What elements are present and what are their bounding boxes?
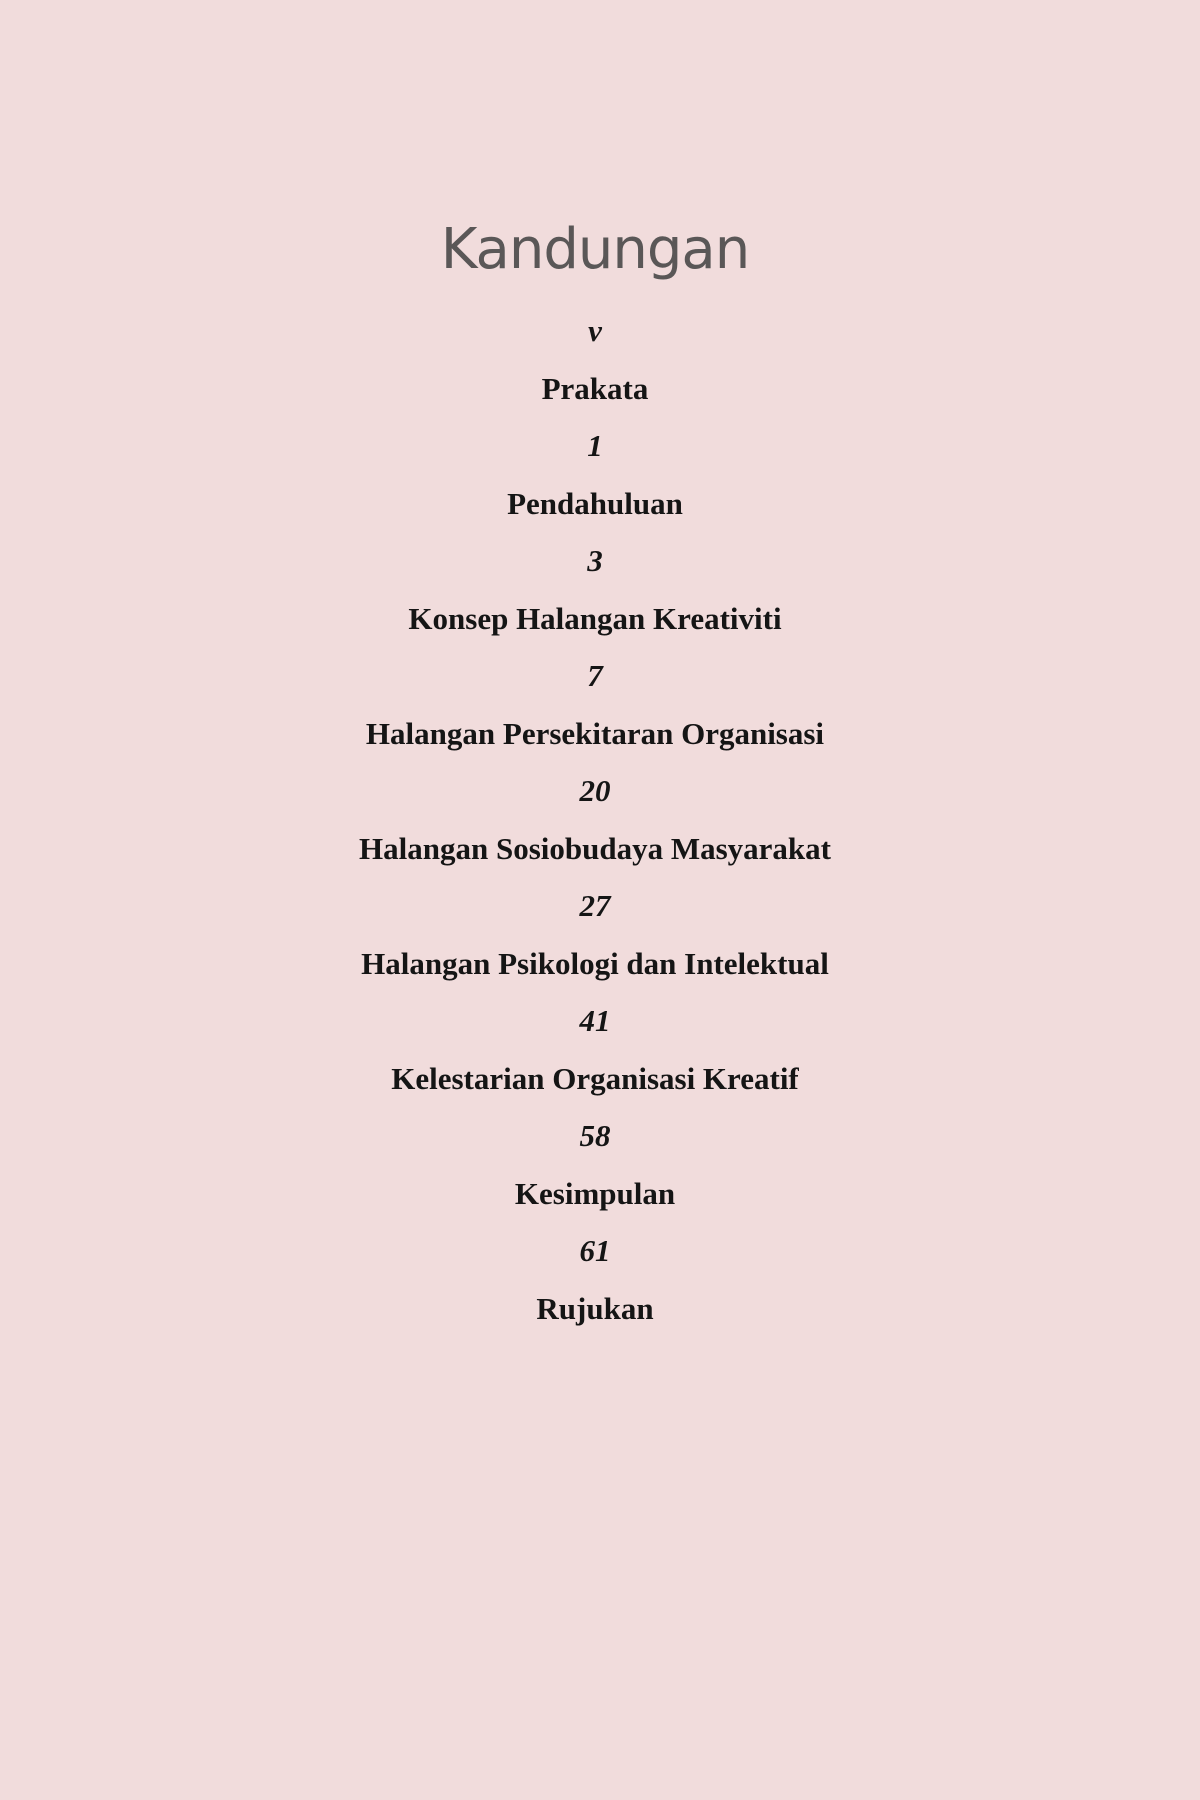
toc-page-number: 61 xyxy=(579,1233,611,1268)
toc-page-number: 58 xyxy=(579,1118,611,1153)
toc-title: Prakata xyxy=(541,370,649,406)
toc-title: Halangan Persekitaran Organisasi xyxy=(365,715,825,751)
toc-title: Rujukan xyxy=(536,1290,654,1326)
toc-page-number: 7 xyxy=(587,658,603,693)
page-title: Kandungan xyxy=(440,216,750,282)
toc-page-number: v xyxy=(588,313,602,348)
toc-entry xyxy=(0,647,1190,762)
toc-title: Konsep Halangan Kreativiti xyxy=(408,600,782,636)
toc-entry xyxy=(0,417,1190,532)
toc-entry xyxy=(0,532,1190,647)
toc-entry xyxy=(0,877,1190,992)
toc-page-number: 20 xyxy=(579,773,611,808)
toc-page-number: 41 xyxy=(579,1003,611,1038)
table-of-contents xyxy=(0,302,1190,1337)
toc-entry xyxy=(0,1222,1190,1337)
toc-page-number: 1 xyxy=(587,428,603,463)
toc-entry xyxy=(0,302,1190,417)
toc-title: Kelestarian Organisasi Kreatif xyxy=(391,1060,799,1096)
toc-page-number: 27 xyxy=(579,888,611,923)
toc-title: Halangan Sosiobudaya Masyarakat xyxy=(359,830,831,866)
toc-entry xyxy=(0,1107,1190,1222)
toc-entry xyxy=(0,762,1190,877)
toc-title: Halangan Psikologi dan Intelektual xyxy=(361,945,829,981)
toc-title: Kesimpulan xyxy=(514,1175,676,1211)
toc-title: Pendahuluan xyxy=(507,485,683,521)
toc-page-number: 3 xyxy=(587,543,603,578)
toc-entry xyxy=(0,992,1190,1107)
